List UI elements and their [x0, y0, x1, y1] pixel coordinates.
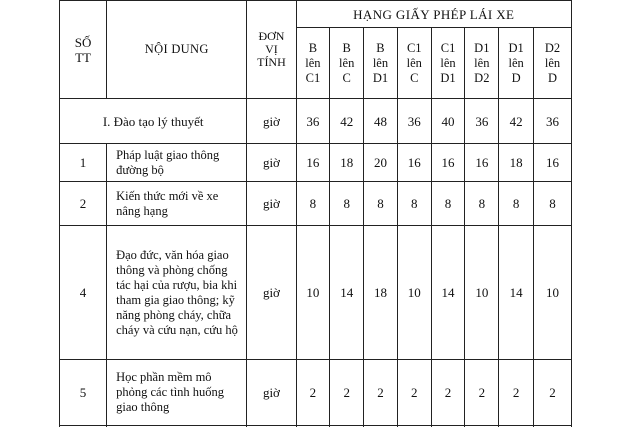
header-license-col: D1 lên D: [499, 28, 534, 99]
row-unit: giờ: [247, 360, 296, 426]
row-value: 8: [431, 182, 465, 226]
header-license-col: B lên D1: [364, 28, 398, 99]
section-value: 40: [431, 99, 465, 144]
row-value: 14: [431, 226, 465, 360]
row-value: 8: [499, 182, 534, 226]
header-license-col: D2 lên D: [534, 28, 572, 99]
row-value: 2: [330, 360, 364, 426]
row-value: 2: [397, 360, 431, 426]
section-value: 42: [330, 99, 364, 144]
row-unit: giờ: [247, 182, 296, 226]
row-content: Kiến thức mới về xe nâng hạng: [107, 182, 247, 226]
table-row: [60, 182, 572, 226]
row-value: 16: [465, 144, 499, 182]
row-content: Học phần mềm mô phỏng các tình huống giao thông: [107, 360, 247, 426]
row-value: 16: [296, 144, 330, 182]
row-value: 10: [296, 226, 330, 360]
section-value: 42: [499, 99, 534, 144]
row-value: 18: [499, 144, 534, 182]
header-license-group: HẠNG GIẤY PHÉP LÁI XE: [296, 1, 571, 28]
row-value: 20: [364, 144, 398, 182]
row-value: 14: [330, 226, 364, 360]
row-value: 18: [330, 144, 364, 182]
row-value: 8: [534, 182, 572, 226]
row-value: 16: [397, 144, 431, 182]
row-value: 2: [364, 360, 398, 426]
row-stt: 4: [60, 226, 107, 360]
header-license-col: D1 lên D2: [465, 28, 499, 99]
row-value: 2: [296, 360, 330, 426]
row-content: Pháp luật giao thông đường bộ: [107, 144, 247, 182]
row-stt: 2: [60, 182, 107, 226]
header-license-col: B lên C: [330, 28, 364, 99]
table-row: [60, 144, 572, 182]
section-value: 36: [397, 99, 431, 144]
row-value: 8: [397, 182, 431, 226]
row-stt: 5: [60, 360, 107, 426]
row-value: 8: [330, 182, 364, 226]
row-value: 14: [499, 226, 534, 360]
section-value: 36: [534, 99, 572, 144]
row-content: Đạo đức, văn hóa giao thông và phòng chống tác hại của rượu, bia khi tham gia giao thông; kỹ năng phòng cháy, chữa cháy và cứu nạn, cứu hộ: [107, 226, 247, 360]
row-unit: giờ: [247, 144, 296, 182]
section-value: 36: [465, 99, 499, 144]
table-row: [60, 226, 572, 360]
header-license-col: C1 lên D1: [431, 28, 465, 99]
row-value: 18: [364, 226, 398, 360]
row-stt: 1: [60, 144, 107, 182]
row-unit: giờ: [247, 226, 296, 360]
section-unit: giờ: [247, 99, 296, 144]
training-hours-table: [59, 0, 572, 427]
row-value: 8: [296, 182, 330, 226]
row-value: 8: [364, 182, 398, 226]
section-value: 48: [364, 99, 398, 144]
table-row: [60, 360, 572, 426]
row-value: 10: [397, 226, 431, 360]
section-title: I. Đào tạo lý thuyết: [60, 99, 247, 144]
row-value: 2: [431, 360, 465, 426]
header-content: NỘI DUNG: [107, 1, 247, 99]
header-license-col: C1 lên C: [397, 28, 431, 99]
row-value: 16: [534, 144, 572, 182]
row-value: 2: [499, 360, 534, 426]
row-value: 10: [465, 226, 499, 360]
row-value: 8: [465, 182, 499, 226]
row-value: 16: [431, 144, 465, 182]
header-unit: ĐƠN VỊ TÍNH: [247, 1, 296, 99]
header-stt: SỐ TT: [60, 1, 107, 99]
row-value: 2: [534, 360, 572, 426]
row-value: 10: [534, 226, 572, 360]
header-license-col: B lên C1: [296, 28, 330, 99]
section-value: 36: [296, 99, 330, 144]
section-row: [60, 99, 572, 144]
row-value: 2: [465, 360, 499, 426]
